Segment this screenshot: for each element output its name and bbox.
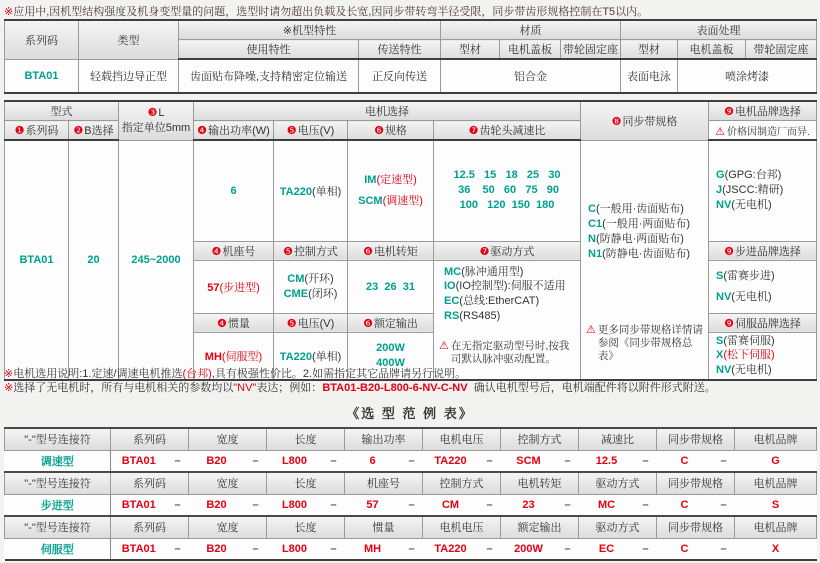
- badge-3-icon: ❸: [147, 107, 158, 120]
- header-motor-select: 电机选择: [194, 101, 581, 121]
- spec-options-cell: IM(定速型) SCM(调速型): [348, 140, 434, 241]
- series-code-cell: BTA01: [5, 140, 69, 380]
- output-power-cell: 6: [194, 140, 274, 241]
- header-model-type: 型式: [5, 101, 119, 121]
- subheader-servo-brand: ❾伺服品牌选择: [709, 313, 817, 332]
- badge-1-icon: ❶: [14, 125, 25, 137]
- header-voltage: ❺电压(V): [274, 121, 348, 141]
- gear-ratio-options-cell: 12.5 15 18 25 30 36 50 60 75 90 100 120 150 180: [434, 140, 581, 241]
- asterisk-mark: ※: [4, 382, 14, 394]
- subheader-control-mode: ❺控制方式: [274, 241, 348, 260]
- selection-example-table: [4, 427, 817, 561]
- no-motor-note: ※选择了无电机时，所有与电机相关的参数均以"NV"表达；例如：BTA01-B20-L800-6-NV-C-NV 确认电机型号后，电机端配件将以附件形式附送。: [4, 382, 716, 394]
- badge-5-icon: ❺: [283, 245, 293, 258]
- motor-brand-options-cell: G(GPG:台邦) J(JSCC:精研) NV(无电机): [709, 140, 817, 241]
- subheader-motor-torque: ❻电机转矩: [348, 241, 434, 260]
- transfer-feature-value: 正反向传送: [359, 59, 441, 93]
- warning-icon: ⚠: [439, 340, 449, 353]
- badge-9-icon: ❾: [724, 106, 734, 118]
- badge-7-icon: ❼: [468, 125, 479, 137]
- col-header-transfer: 传送特性: [359, 40, 441, 60]
- model-selection-table: [4, 100, 817, 381]
- use-feature-value: 齿面贴布降噪,支持精密定位输送: [179, 59, 359, 93]
- selection-notes: [4, 367, 716, 395]
- header-gear-ratio: ❼齿轮头减速比: [434, 121, 581, 141]
- subheader-inertia: ❹惯量: [194, 313, 274, 332]
- voltage-cell: TA220(单相): [274, 140, 348, 241]
- col-header-feature: ※机型特性: [179, 20, 441, 40]
- asterisk-mark: ※: [4, 6, 14, 18]
- col-header-cover2: 电机盖板: [678, 40, 746, 60]
- drive-mode-options-cell: MC(脉冲通用型) IO(IO控制型):伺服不适用 EC(总线:EtherCAT) RS(RS485) ⚠ 在无指定驱动型号时,按我司默认脉冲驱动配置。: [434, 260, 581, 380]
- badge-2-icon: ❷: [73, 125, 84, 137]
- badge-4-icon: ❹: [211, 245, 222, 258]
- header-series-code: ❶系列码: [5, 121, 69, 141]
- header-output-power: ❹输出功率(W): [194, 121, 274, 141]
- col-header-seat: 带轮固定座: [561, 40, 621, 60]
- warning-icon: ⚠: [586, 324, 596, 337]
- badge-9-icon: ❾: [724, 317, 734, 330]
- example-value-row-stepper: 步进型 BTA01 – B20 – L800 – 57 – CM – 23 – MC – C – S: [5, 494, 817, 516]
- example-header-row-speed: "-"型号连接符 系列码 宽度 长度 输出功率 电机电压 控制方式 减速比 同步带规格 电机品牌: [5, 428, 817, 450]
- example-value-row-speed: 调速型 BTA01 – B20 – L800 – 6 – TA220 – SCM – 12.5 – C – G: [5, 450, 817, 472]
- length-range-cell: 245~2000: [119, 140, 194, 380]
- col-header-surface: 表面处理: [621, 20, 817, 40]
- stepper-brand-options-cell: S(雷赛步进) NV(无电机): [709, 260, 817, 313]
- motor-selection-note: ※电机选用说明:1.定速/调速电机推选(台邦),具有极强性价比。2.如需指定其它品牌请另行说明。: [4, 368, 467, 380]
- frame-size-cell: 57(步进型): [194, 260, 274, 313]
- material-value: 铝合金: [441, 59, 621, 93]
- b-select-cell: 20: [69, 140, 119, 380]
- subheader-stepper-brand: ❾步进品牌选择: [709, 241, 817, 260]
- inertia-cell: MH(伺服型): [194, 332, 274, 380]
- col-header-series: 系列码: [5, 20, 79, 59]
- servo-brand-options-cell: S(雷赛伺服) X(松下伺服) NV(无电机): [709, 332, 817, 380]
- belt-more-note: ⚠ 更多同步带规格详情请参阅《同步带规格总表》: [586, 324, 703, 363]
- example-header-row-stepper: "-"型号连接符 系列码 宽度 长度 机座号 控制方式 电机转矩 驱动方式 同步带规格 电机品牌: [5, 472, 817, 494]
- col-header-type: 类型: [79, 20, 179, 59]
- series-code-value: BTA01: [5, 59, 79, 93]
- brand-price-note: ⚠ 价格因制造厂而异.: [709, 121, 817, 141]
- surface-paint-value: 喷涂烤漆: [678, 59, 817, 93]
- example-table-title: 《选 型 范 例 表》: [346, 406, 474, 421]
- drive-default-note: ⚠ 在无指定驱动型号时,按我司默认脉冲驱动配置。: [439, 340, 570, 366]
- header-b-select: ❷B选择: [69, 121, 119, 141]
- badge-6-icon: ❻: [363, 245, 373, 258]
- badge-4-icon: ❹: [197, 125, 208, 137]
- col-header-use: 使用特性: [179, 40, 359, 60]
- example-header-row-servo: "-"型号连接符 系列码 宽度 长度 惯量 电机电压 额定输出 驱动方式 同步带规格 电机品牌: [5, 516, 817, 538]
- subheader-frame-size: ❹机座号: [194, 241, 274, 260]
- badge-8-icon: ❽: [611, 115, 622, 128]
- warning-icon: ⚠: [715, 125, 726, 138]
- top-caution-text: 应用中,因机型结构强度及机身变型量的问题，选型时请勿超出负载及长宽,因同步带转弯半径受限，同步带齿形规格控制在T5以内。: [13, 6, 649, 18]
- series-overview-table: [4, 19, 817, 94]
- header-motor-brand: ❾电机品牌选择: [709, 101, 817, 121]
- servo-voltage-cell: TA220(单相): [274, 332, 348, 380]
- surface-profile-value: 表面电泳: [621, 59, 678, 93]
- header-length: ❸L 指定单位5mm: [119, 101, 194, 140]
- badge-9-icon: ❾: [724, 245, 734, 258]
- top-caution-note: [4, 3, 648, 19]
- asterisk-mark: ※: [4, 368, 14, 380]
- header-belt-spec: ❽同步带规格: [581, 101, 709, 140]
- col-header-material: 材质: [441, 20, 621, 40]
- col-header-cover: 电机盖板: [500, 40, 561, 60]
- badge-6-icon: ❻: [363, 317, 373, 330]
- motor-torque-cell: 23 26 31: [348, 260, 434, 313]
- example-value-row-servo: 伺服型 BTA01 – B20 – L800 – MH – TA220 – 200W – EC – C – X: [5, 538, 817, 560]
- col-header-profile: 型材: [441, 40, 500, 60]
- badge-5-icon: ❺: [286, 317, 297, 330]
- subheader-drive-mode: ❼驱动方式: [434, 241, 581, 260]
- col-header-seat2: 带轮固定座: [746, 40, 817, 60]
- type-value: 轻载挡边导正型: [79, 59, 179, 93]
- badge-6-icon: ❻: [374, 125, 384, 137]
- badge-7-icon: ❼: [479, 245, 490, 258]
- belt-spec-options-cell: C(一般用·齿面贴布) C1(一般用·两面贴布) N(防静电·两面贴布) N1(防静电·齿面贴布) ⚠ 更多同步带规格详情请参阅《同步带规格总表》: [581, 140, 709, 380]
- col-header-profile2: 型材: [621, 40, 678, 60]
- control-mode-cell: CM(开环) CME(闭环): [274, 260, 348, 313]
- subheader-rated-output: ❻额定输出: [348, 313, 434, 332]
- subheader-voltage2: ❺电压(V): [274, 313, 348, 332]
- badge-5-icon: ❺: [286, 125, 297, 137]
- rated-output-cell: 200W 400W: [348, 332, 434, 380]
- header-spec: ❻规格: [348, 121, 434, 141]
- badge-4-icon: ❹: [217, 317, 227, 330]
